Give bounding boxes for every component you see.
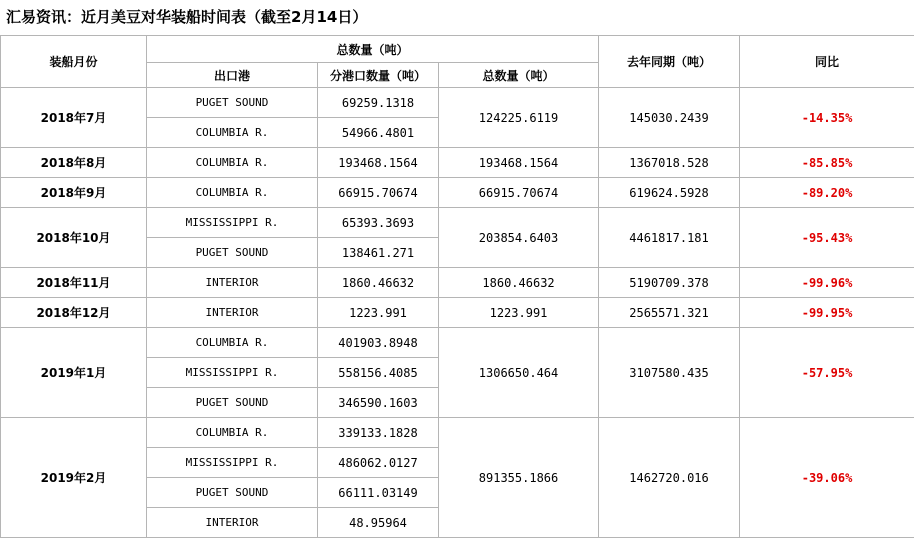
port-cell: INTERIOR xyxy=(147,268,318,298)
port-qty-header: 分港口数量（吨） xyxy=(318,63,439,88)
table-row xyxy=(1,148,914,178)
total-qty-cell: 193468.1564 xyxy=(439,148,599,178)
port-cell: PUGET SOUND xyxy=(147,388,318,418)
table-row xyxy=(1,88,914,118)
port-qty-cell: 1860.46632 xyxy=(318,268,439,298)
yoy-cell: -89.20% xyxy=(740,178,914,208)
port-qty-cell: 138461.271 xyxy=(318,238,439,268)
table-row xyxy=(1,268,914,298)
port-cell: MISSISSIPPI R. xyxy=(147,448,318,478)
total-group-header: 总数量（吨） xyxy=(147,36,599,63)
port-qty-cell: 48.95964 xyxy=(318,508,439,538)
port-cell: COLUMBIA R. xyxy=(147,178,318,208)
yoy-cell: -85.85% xyxy=(740,148,914,178)
port-qty-cell: 66111.03149 xyxy=(318,478,439,508)
port-qty-cell: 65393.3693 xyxy=(318,208,439,238)
total-qty-cell: 124225.6119 xyxy=(439,88,599,148)
yoy-cell: -39.06% xyxy=(740,418,914,538)
port-qty-cell: 54966.4801 xyxy=(318,118,439,148)
last-year-cell: 145030.2439 xyxy=(599,88,740,148)
port-qty-cell: 1223.991 xyxy=(318,298,439,328)
total-qty-cell: 1306650.464 xyxy=(439,328,599,418)
table-row xyxy=(1,298,914,328)
port-qty-cell: 401903.8948 xyxy=(318,328,439,358)
last-year-cell: 4461817.181 xyxy=(599,208,740,268)
total-qty-cell: 1223.991 xyxy=(439,298,599,328)
table-row xyxy=(1,208,914,238)
month-cell: 2018年12月 xyxy=(1,298,147,328)
month-cell: 2018年11月 xyxy=(1,268,147,298)
port-qty-cell: 69259.1318 xyxy=(318,88,439,118)
port-cell: PUGET SOUND xyxy=(147,88,318,118)
last-year-cell: 619624.5928 xyxy=(599,178,740,208)
port-qty-cell: 346590.1603 xyxy=(318,388,439,418)
port-cell: PUGET SOUND xyxy=(147,478,318,508)
port-cell: MISSISSIPPI R. xyxy=(147,358,318,388)
table-row xyxy=(1,418,914,448)
month-cell: 2019年1月 xyxy=(1,328,147,418)
month-cell: 2018年7月 xyxy=(1,88,147,148)
port-qty-cell: 558156.4085 xyxy=(318,358,439,388)
total-qty-cell: 891355.1866 xyxy=(439,418,599,538)
last-year-cell: 1462720.016 xyxy=(599,418,740,538)
port-qty-cell: 193468.1564 xyxy=(318,148,439,178)
table-row xyxy=(1,328,914,358)
port-cell: INTERIOR xyxy=(147,508,318,538)
month-cell: 2018年9月 xyxy=(1,178,147,208)
month-cell: 2018年10月 xyxy=(1,208,147,268)
yoy-cell: -57.95% xyxy=(740,328,914,418)
table-title: 汇易资讯：近月美豆对华装船时间表（截至2月14日） xyxy=(6,8,368,26)
port-cell: COLUMBIA R. xyxy=(147,418,318,448)
ship-month-header: 装船月份 xyxy=(1,36,147,88)
yoy-cell: -99.96% xyxy=(740,268,914,298)
last-year-header: 去年同期（吨） xyxy=(599,36,740,88)
month-cell: 2018年8月 xyxy=(1,148,147,178)
yoy-header: 同比 xyxy=(740,36,914,88)
total-qty-cell: 203854.6403 xyxy=(439,208,599,268)
port-qty-cell: 486062.0127 xyxy=(318,448,439,478)
yoy-cell: -99.95% xyxy=(740,298,914,328)
port-cell: COLUMBIA R. xyxy=(147,148,318,178)
table-row xyxy=(1,178,914,208)
port-cell: COLUMBIA R. xyxy=(147,118,318,148)
shipment-table xyxy=(0,35,914,538)
month-cell: 2019年2月 xyxy=(1,418,147,538)
export-port-header: 出口港 xyxy=(147,63,318,88)
port-qty-cell: 66915.70674 xyxy=(318,178,439,208)
yoy-cell: -14.35% xyxy=(740,88,914,148)
port-cell: INTERIOR xyxy=(147,298,318,328)
table-body xyxy=(1,36,914,538)
total-qty-cell: 66915.70674 xyxy=(439,178,599,208)
last-year-cell: 5190709.378 xyxy=(599,268,740,298)
total-qty-cell: 1860.46632 xyxy=(439,268,599,298)
port-cell: MISSISSIPPI R. xyxy=(147,208,318,238)
port-qty-cell: 339133.1828 xyxy=(318,418,439,448)
port-cell: PUGET SOUND xyxy=(147,238,318,268)
last-year-cell: 2565571.321 xyxy=(599,298,740,328)
last-year-cell: 1367018.528 xyxy=(599,148,740,178)
yoy-cell: -95.43% xyxy=(740,208,914,268)
port-cell: COLUMBIA R. xyxy=(147,328,318,358)
last-year-cell: 3107580.435 xyxy=(599,328,740,418)
total-qty-header: 总数量（吨） xyxy=(439,63,599,88)
header-row-1 xyxy=(1,36,914,63)
